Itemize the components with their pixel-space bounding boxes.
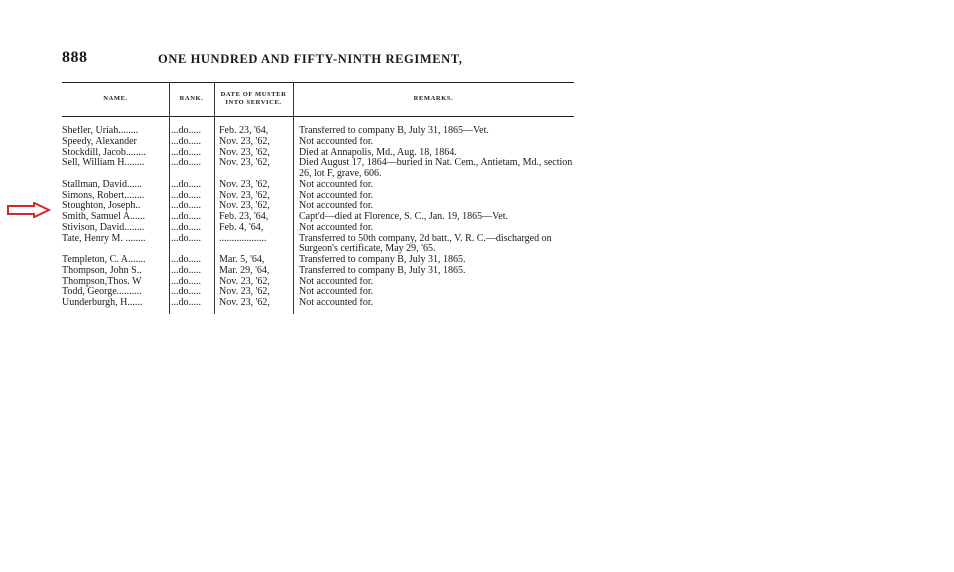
remarks-cell: Not accounted for. — [299, 287, 374, 298]
name-cell: Simons, Robert........ — [62, 190, 145, 201]
date-cell: Nov. 23, '62, — [219, 276, 270, 287]
table-row — [62, 191, 574, 202]
remarks-cell: Not accounted for. — [299, 222, 374, 233]
name-cell: Smith, Samuel A...... — [62, 212, 146, 222]
remarks-cell: Transferred to company B, July 31, 1865. — [299, 255, 466, 265]
rank-cell: ...do..... — [171, 179, 201, 190]
rank-cell: ...do..... — [171, 147, 201, 158]
name-cell: Tate, Henry M. ........ — [62, 233, 146, 244]
name-cell: Thompson, John S.. — [62, 265, 142, 276]
date-cell: Mar. 5, '64, — [219, 255, 265, 265]
remarks-cell: Died August 17, 1864—buried in Nat. Cem., Antietam, Md., section 26, lot F, grave, 606. — [299, 158, 573, 179]
name-cell: Stivison, David........ — [62, 222, 145, 233]
header-name: NAME. — [103, 95, 128, 102]
rank-cell: ...do..... — [171, 287, 201, 298]
name-cell: Thompson,Thos. W — [62, 276, 142, 287]
date-cell: Feb. 23, '64, — [219, 212, 269, 222]
remarks-cell: Not accounted for. — [299, 179, 374, 190]
remarks-cell: Capt'd—died at Florence, S. C., Jan. 19, 1865—Vet. — [299, 212, 508, 222]
name-cell: Stockdill, Jacob........ — [62, 147, 146, 158]
name-cell: Speedy, Alexander — [62, 136, 137, 147]
rank-cell: ...do..... — [171, 298, 201, 308]
header-remarks: REMARKS. — [413, 95, 454, 102]
name-cell: Templeton, C. A....... — [62, 255, 146, 265]
remarks-cell: Died at Annapolis, Md., Aug. 18, 1864. — [299, 147, 457, 158]
date-cell: Mar. 29, '64, — [219, 265, 270, 276]
date-cell: Feb. 23, '64, — [219, 126, 269, 136]
page-title: ONE HUNDRED AND FIFTY-NINTH REGIMENT, — [158, 52, 463, 66]
header-date: DATE OF MUSTER INTO SERVICE. — [220, 91, 287, 106]
remarks-cell: Not accounted for. — [299, 190, 374, 201]
table-row — [62, 158, 574, 180]
name-cell: Uunderburgh, H...... — [62, 298, 143, 308]
header-rank: RANK. — [179, 95, 204, 102]
rank-cell: ...do..... — [171, 255, 201, 265]
table-row — [62, 287, 574, 298]
name-cell: Sell, William H........ — [62, 158, 145, 169]
table-row — [62, 234, 574, 256]
table-row-highlighted — [62, 201, 574, 212]
arrow-right-icon — [7, 202, 51, 218]
rank-cell: ...do..... — [171, 265, 201, 276]
table-row — [62, 266, 574, 277]
table-body — [62, 126, 574, 309]
date-cell: Nov. 23, '62, — [219, 201, 270, 212]
date-cell: Nov. 23, '62, — [219, 136, 270, 147]
date-cell: Nov. 23, '62, — [219, 190, 270, 201]
date-cell: Nov. 23, '62, — [219, 287, 270, 298]
table-row — [62, 137, 574, 148]
table-header-rule — [62, 116, 574, 117]
rank-cell: ...do..... — [171, 136, 201, 147]
table-row — [62, 277, 574, 288]
rank-cell: ...do..... — [171, 201, 201, 212]
name-cell: Stoughton, Joseph.. — [62, 201, 141, 212]
date-cell: Nov. 23, '62, — [219, 179, 270, 190]
table-row — [62, 180, 574, 191]
rank-cell: ...do..... — [171, 222, 201, 233]
table-row — [62, 223, 574, 234]
table-row — [62, 148, 574, 159]
date-cell: Feb. 4, '64, — [219, 222, 264, 233]
name-cell: Todd, George.......... — [62, 287, 142, 298]
remarks-cell: Transferred to 50th company, 2d batt., V. R. C.—discharged on Surgeon's certificate, May 29, '65. — [299, 233, 552, 255]
rank-cell: ...do..... — [171, 276, 201, 287]
date-cell: Nov. 23, '62, — [219, 158, 270, 169]
remarks-cell: Not accounted for. — [299, 298, 374, 308]
table-row — [62, 255, 574, 266]
remarks-cell: Not accounted for. — [299, 136, 374, 147]
date-cell: Nov. 23, '62, — [219, 147, 270, 158]
table-row — [62, 126, 574, 137]
rank-cell: ...do..... — [171, 158, 201, 169]
remarks-cell: Transferred to company B, July 31, 1865—Vet. — [299, 126, 489, 136]
rank-cell: ...do..... — [171, 190, 201, 201]
rank-cell: ...do..... — [171, 126, 201, 136]
rank-cell: ...do..... — [171, 212, 201, 222]
table-row — [62, 298, 574, 309]
name-cell: Stallman, David...... — [62, 179, 142, 190]
rank-cell: ...do..... — [171, 233, 201, 244]
name-cell: Shefler, Uriah........ — [62, 126, 139, 136]
remarks-cell: Not accounted for. — [299, 201, 374, 212]
remarks-cell: Transferred to company B, July 31, 1865. — [299, 265, 466, 276]
date-cell: ................... — [219, 233, 267, 244]
date-cell: Nov. 23, '62, — [219, 298, 270, 308]
table-row — [62, 212, 574, 223]
page-number: 888 — [62, 49, 88, 66]
remarks-cell: Not accounted for. — [299, 276, 374, 287]
